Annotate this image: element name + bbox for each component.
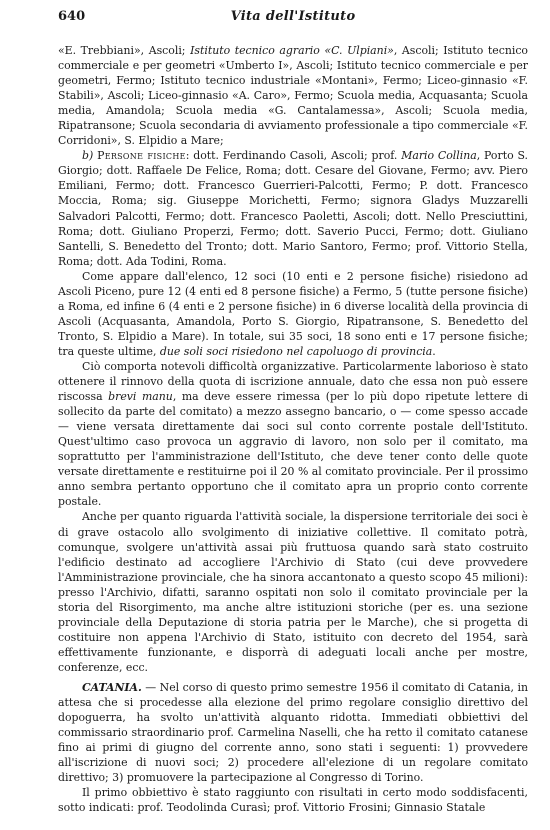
section-catania [58, 680, 528, 815]
city-heading: CATANIA. [82, 681, 142, 694]
running-header [58, 7, 528, 29]
paragraph-catania-obiettivo: Il primo obbiettivo è stato raggiunto con risultati in certo modo soddisfacenti, sotto indicati: prof. Teodolinda Curasì; prof. Vittorio Frosini; Ginnasio Statale [58, 786, 528, 815]
paragraph-catania-intro: CATANIA. — Nel corso di questo primo semestre 1956 il comitato di Catania, in attesa che si procedesse alla elezione del primo regolare consiglio direttivo del dopoguerra, ha svolto un'attività alquanto ridotta. Immediati obbiettivi del commissario straordinario prof. Carmelina Naselli, che ha retto il comitato catanese fino ai primi di giugno del corrente anno, sono stati i seguenti: 1) provvedere all'iscrizione di nuovi soci; 2) procedere all'elezione di un regolare comitato direttivo; 3) promuovere la partecipazione al Congresso di Torino. [58, 681, 528, 785]
section-ascoli [58, 43, 528, 675]
paragraph-enti-list: «E. Trebbiani», Ascoli; Istituto tecnico agrario «C. Ulpiani», Ascoli; Istituto tecnico commerciale e per geometri «Umberto I», Ascoli; Istituto tecnico commerciale e per geometri, Fermo; Istituto tecnico industriale «Montani», Fermo; Liceo-ginnasio «F. Stabili», Ascoli; Liceo-ginnasio «A. Caro», Fermo; Scuola media, Acquasanta; Scuola media, Amandola; Scuola media «G. Cantalamessa», Ascoli; Scuola media, Ripatransone; Scuola secondaria di avviamento professionale a tipo commerciale «F. Corridoni», S. Elpidio a Mare; [58, 44, 528, 148]
paragraph-persone-fisiche: b) Persone fisiche: dott. Ferdinando Casoli, Ascoli; prof. Mario Collina, Porto S. Giorgio; dott. Raffaele De Felice, Roma; dott. Cesare del Giovane, Fermo; avv. Piero Emiliani, Fermo; dott. Francesco Guerrieri-Palcotti, Fermo; P. dott. Francesco Moccia, Roma; sig. Giuseppe Morichetti, Fermo; signora Gladys Muzzarelli Salvadori Palcotti, Fermo; dott. Francesco Paoletti, Ascoli; dott. Nello Presciuttini, Roma; dott. Giuliano Properzi, Fermo; dott. Saverio Pucci, Fermo; dott. Giuliano Santelli, S. Benedetto del Tronto; dott. Mario Santoro, Fermo; prof. Vittorio Stella, Roma; dott. Ada Todini, Roma. [58, 149, 528, 268]
running-title: Vita dell'Istituto [230, 9, 356, 24]
paragraph-difficolta: Ciò comporta notevoli difficoltà organizzative. Particolarmente laborioso è stato ottenere il rinnovo della quota di iscrizione annuale, dato che essa non può essere riscossa brevi manu, ma deve essere rimessa (per lo più dopo ripetute lettere di sollecito da parte del comitato) a mezzo assegno bancario, o — come spesso accade — viene versata direttamente dai soci sul conto corrente postale dell'Istituto. Quest'ultimo caso provoca un aggravio di lavoro, non solo per il comitato, ma soprattutto per l'amministrazione dell'Istituto, che deve tener conto delle quote versate direttamente e restituirne poi il 20 % al comitato provinciale. Per il prossimo anno sembra pertanto opportuno che il comitato apra un proprio conto corrente postale. [58, 359, 528, 509]
paragraph-attivita-sociale: Anche per quanto riguarda l'attività sociale, la dispersione territoriale dei soci è di grave ostacolo allo svolgimento di iniziative collettive. Il comitato potrà, comunque, svolgere un'attività assai più fruttuosa quando sarà stato costruito l'edificio destinato ad accogliere l'Archivio di Stato (cui deve provvedere l'Amministrazione provinciale, che ha sinora accantonato a questo scopo 45 milioni): presso l'Archivio, difatti, saranno ospitati non solo il comitato provinciale per la storia del Risorgimento, ma anche altre istituzioni storiche (per es. una sezione provinciale della Deputazione di storia patria per le Marche), che si progetta di costituire non appena l'Archivio di Stato, istituito con decreto del 1954, sarà effettivamente funzionante, e disporrà di adeguati locali anche per mostre, conferenze, ecc. [58, 510, 528, 674]
paragraph-distribuzione-soci: Come appare dall'elenco, 12 soci (10 enti e 2 persone fisiche) risiedono ad Ascoli Piceno, pure 12 (4 enti ed 8 persone fisiche) a Fermo, 5 (tutte persone fisiche) a Roma, ed infine 6 (4 enti e 2 persone fisiche) in 6 diverse località della provincia di Ascoli (Acquasanta, Amandola, Porto S. Giorgio, Ripatransone, S. Benedetto del Tronto, S. Elpidio a Mare). In totale, sui 35 soci, 18 sono enti e 17 persone fisiche; tra queste ultime, due soli soci risiedono nel capoluogo di provincia. [58, 269, 528, 358]
page-number: 640 [58, 9, 86, 24]
